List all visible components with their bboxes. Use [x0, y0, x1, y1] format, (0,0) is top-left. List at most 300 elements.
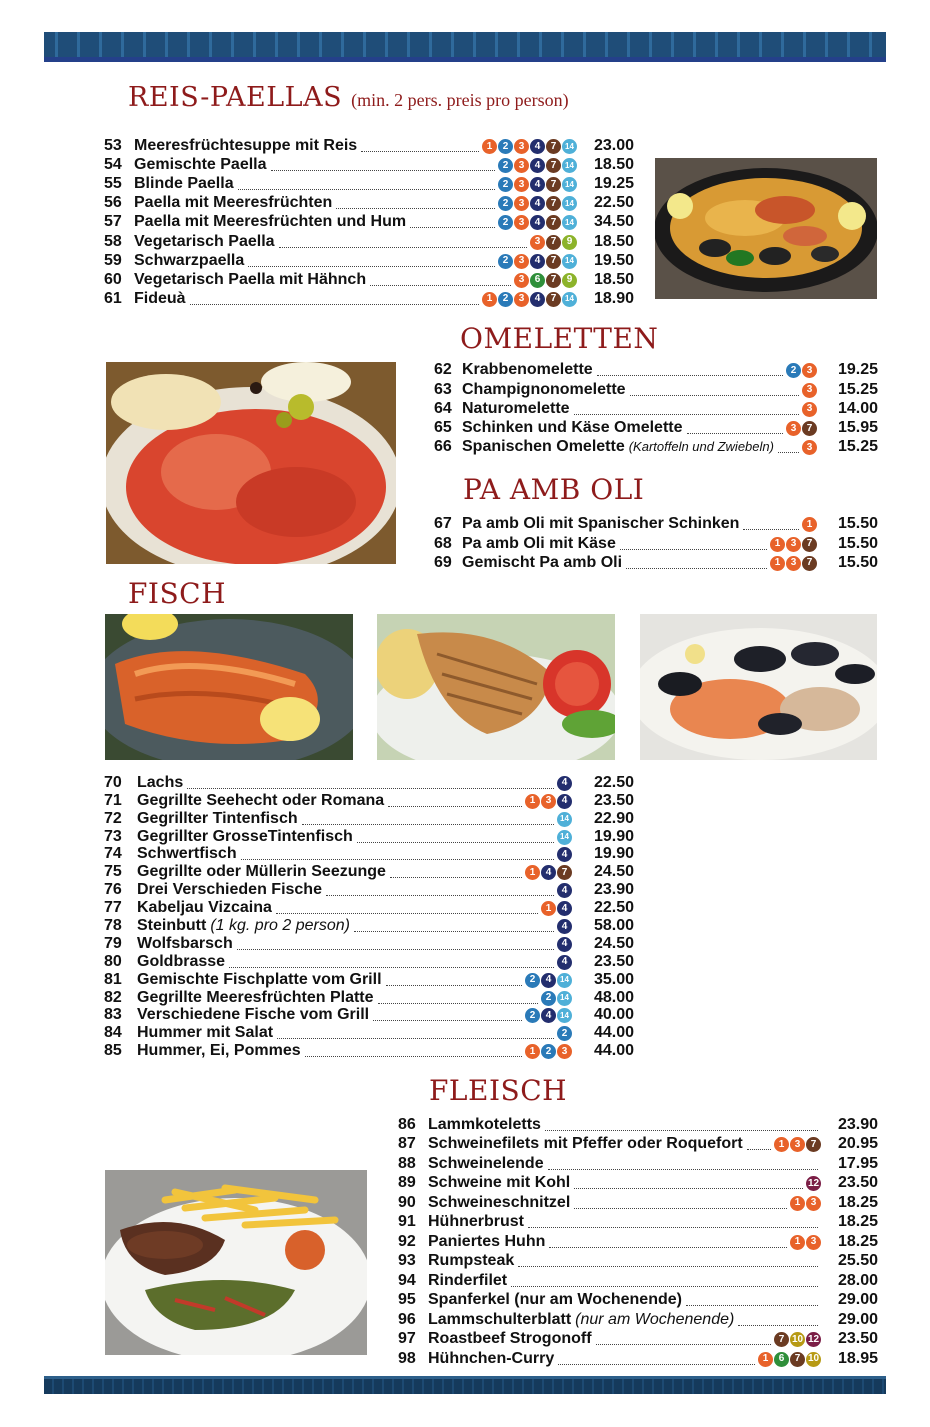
allergen-badge-icon: 4	[530, 177, 545, 192]
allergen-badge-icon: 4	[530, 196, 545, 211]
item-price: 28.00	[837, 1271, 878, 1289]
allergen-badges	[786, 421, 817, 436]
dot-leader	[687, 430, 783, 434]
item-number: 67	[434, 515, 452, 533]
dot-leader	[778, 449, 799, 453]
item-number: 71	[104, 791, 122, 809]
item-price: 20.95	[837, 1135, 878, 1152]
allergen-badges	[514, 273, 577, 288]
allergen-badge-icon: 4	[530, 139, 545, 154]
allergen-badge-icon: 3	[786, 537, 801, 552]
allergen-badge-icon: 2	[525, 973, 540, 988]
dot-leader	[545, 1127, 818, 1131]
paamb-heading: PA AMB OLI	[463, 473, 645, 506]
allergen-badges	[557, 776, 572, 791]
item-price: 22.50	[593, 194, 634, 212]
dot-leader	[354, 928, 554, 932]
item-number: 94	[398, 1271, 416, 1289]
menu-item	[434, 533, 878, 552]
menu-item	[434, 360, 878, 379]
allergen-badge-icon: 14	[557, 991, 572, 1006]
item-name: Schwarzpaella	[134, 251, 245, 269]
item-price: 29.00	[837, 1310, 878, 1328]
allergen-badges	[758, 1352, 821, 1367]
fleisch-heading: FLEISCH	[429, 1074, 568, 1107]
item-price: 15.50	[837, 553, 878, 571]
dot-leader	[279, 244, 527, 248]
grilled-sole-photo	[377, 614, 615, 760]
allergen-badge-icon: 14	[562, 139, 577, 154]
item-price: 18.25	[837, 1193, 878, 1211]
item-name: Krabbenomelette	[462, 361, 593, 379]
item-number: 77	[104, 899, 122, 917]
allergen-badges	[525, 794, 572, 809]
allergen-badges	[482, 292, 577, 307]
item-name: Gegrillte Seehecht oder Romana	[137, 791, 385, 809]
item-price: 25.50	[837, 1252, 878, 1269]
dot-leader	[549, 1244, 787, 1248]
item-price: 19.25	[593, 175, 634, 193]
allergen-badge-icon: 6	[530, 273, 545, 288]
menu-item	[398, 1114, 878, 1134]
item-name: Wolfsbarsch	[137, 934, 233, 952]
item-number: 75	[104, 863, 122, 881]
allergen-badges	[802, 517, 817, 532]
item-number: 72	[104, 809, 122, 827]
item-name: Meeresfrüchtesuppe mit Reis	[134, 137, 358, 155]
item-number: 95	[398, 1291, 416, 1308]
item-name: Lammschulterblatt	[428, 1310, 572, 1328]
dot-leader	[305, 1053, 522, 1057]
item-price: 18.50	[593, 232, 634, 250]
item-name: Drei Verschieden Fische	[137, 881, 322, 899]
item-number: 87	[398, 1135, 416, 1152]
dot-leader	[548, 1166, 818, 1170]
allergen-badge-icon: 1	[525, 865, 540, 880]
item-price: 22.50	[593, 899, 634, 917]
allergen-badge-icon: 3	[802, 383, 817, 398]
item-number: 92	[398, 1232, 416, 1250]
menu-item	[398, 1212, 878, 1232]
item-name: Vegetarisch Paella mit Hähnch	[134, 270, 367, 288]
dot-leader	[574, 411, 799, 415]
item-price: 44.00	[593, 1024, 634, 1042]
dot-leader	[361, 148, 479, 152]
menu-item	[104, 270, 634, 289]
allergen-badges	[525, 1008, 572, 1023]
allergen-badge-icon: 4	[557, 794, 572, 809]
item-number: 74	[104, 845, 122, 863]
item-number: 78	[104, 917, 122, 935]
allergen-badge-icon: 3	[786, 421, 801, 436]
item-number: 55	[104, 175, 122, 193]
item-price: 23.50	[837, 1330, 878, 1347]
dot-leader	[597, 372, 783, 376]
item-name: Spanischen Omelette	[462, 438, 625, 456]
allergen-badge-icon: 4	[530, 158, 545, 173]
dot-leader	[528, 1224, 818, 1228]
menu-item	[104, 193, 634, 212]
item-name: Naturomelette	[462, 399, 570, 417]
dot-leader	[248, 263, 495, 267]
serrano-ham-photo	[106, 362, 396, 564]
item-note: (nur am Wochenende)	[575, 1310, 735, 1328]
item-number: 84	[104, 1024, 122, 1042]
item-price: 18.50	[593, 270, 634, 288]
allergen-badge-icon: 7	[802, 556, 817, 571]
item-price: 23.50	[593, 952, 634, 970]
steak-fries-photo	[105, 1170, 367, 1355]
item-price: 23.90	[593, 881, 634, 899]
menu-item	[104, 774, 634, 792]
menu-item	[398, 1134, 878, 1154]
item-number: 82	[104, 988, 122, 1006]
allergen-badge-icon: 2	[525, 1008, 540, 1023]
allergen-badge-icon: 3	[514, 292, 529, 307]
allergen-badges	[557, 919, 572, 934]
item-price: 23.50	[593, 791, 634, 809]
item-price: 23.00	[593, 137, 634, 155]
menu-item	[398, 1270, 878, 1290]
item-name: Paniertes Huhn	[428, 1232, 546, 1250]
menu-item	[398, 1173, 878, 1193]
item-number: 80	[104, 952, 122, 970]
allergen-badge-icon: 1	[525, 794, 540, 809]
dot-leader	[410, 224, 495, 228]
allergen-badges	[790, 1235, 821, 1250]
allergen-badge-icon: 1	[790, 1196, 805, 1211]
allergen-badges	[786, 363, 817, 378]
allergen-badge-icon: 3	[541, 794, 556, 809]
menu-item	[104, 251, 634, 270]
item-number: 93	[398, 1252, 416, 1269]
allergen-badge-icon: 4	[557, 883, 572, 898]
allergen-badge-icon: 1	[790, 1235, 805, 1250]
dot-leader	[237, 946, 554, 950]
item-name: Spanferkel (nur am Wochenende)	[428, 1291, 682, 1308]
allergen-badge-icon: 2	[498, 139, 513, 154]
item-name: Gegrillter Tintenfisch	[137, 809, 298, 827]
item-price: 19.50	[593, 251, 634, 269]
item-number: 79	[104, 934, 122, 952]
omelet-heading: OMELETTEN	[460, 322, 659, 355]
allergen-badge-icon: 7	[546, 196, 561, 211]
allergen-badge-icon: 2	[498, 215, 513, 230]
menu-item	[104, 846, 634, 864]
item-number: 56	[104, 194, 122, 212]
item-name: Gegrillte Meeresfrüchten Platte	[137, 988, 374, 1006]
item-name: Rumpsteak	[428, 1252, 515, 1269]
allergen-badges	[530, 235, 577, 250]
allergen-badges	[770, 537, 817, 552]
item-name: Lammkoteletts	[428, 1115, 541, 1133]
allergen-badge-icon: 6	[774, 1352, 789, 1367]
item-price: 58.00	[593, 917, 634, 935]
item-note: (1 kg. pro 2 person)	[210, 917, 350, 935]
paella-title: REIS-PAELLAS	[128, 82, 343, 113]
item-name: Blinde Paella	[134, 175, 234, 193]
allergen-badge-icon: 3	[514, 215, 529, 230]
item-price: 15.25	[837, 380, 878, 398]
allergen-badge-icon: 3	[514, 158, 529, 173]
item-number: 83	[104, 1006, 122, 1024]
allergen-badge-icon: 2	[541, 1044, 556, 1059]
menu-item	[104, 1024, 634, 1042]
allergen-badges	[774, 1137, 821, 1152]
item-price: 18.90	[593, 289, 634, 307]
item-price: 40.00	[593, 1006, 634, 1024]
item-name: Lachs	[137, 773, 184, 791]
dot-leader	[271, 167, 495, 171]
allergen-badge-icon: 4	[541, 1008, 556, 1023]
allergen-badge-icon: 7	[546, 273, 561, 288]
item-number: 63	[434, 380, 452, 398]
dot-leader	[336, 205, 495, 209]
allergen-badge-icon: 4	[557, 901, 572, 916]
allergen-badge-icon: 3	[786, 556, 801, 571]
allergen-badges	[774, 1332, 821, 1347]
dot-leader	[229, 964, 554, 968]
menu-item	[398, 1153, 878, 1173]
item-price: 48.00	[593, 988, 634, 1006]
allergen-badge-icon: 10	[790, 1332, 805, 1347]
allergen-badges	[806, 1176, 821, 1191]
item-number: 88	[398, 1154, 416, 1172]
allergen-badges	[557, 847, 572, 862]
item-number: 62	[434, 361, 452, 379]
allergen-badges	[498, 177, 577, 192]
item-name: Goldbrasse	[137, 952, 226, 970]
item-name: Schweine mit Kohl	[428, 1174, 571, 1191]
dot-leader	[277, 1035, 554, 1039]
allergen-badge-icon: 7	[806, 1137, 821, 1152]
allergen-badge-icon: 7	[557, 865, 572, 880]
allergen-badge-icon: 4	[557, 937, 572, 952]
allergen-badge-icon: 14	[557, 812, 572, 827]
item-number: 90	[398, 1193, 416, 1211]
item-name: Pa amb Oli mit Käse	[462, 534, 616, 552]
item-number: 66	[434, 438, 452, 456]
item-number: 69	[434, 553, 452, 571]
dot-leader	[388, 803, 522, 807]
fisch-heading: FISCH	[128, 577, 227, 610]
dot-leader	[747, 1146, 771, 1150]
paamb-list	[434, 514, 878, 572]
item-number: 65	[434, 419, 452, 437]
allergen-badge-icon: 1	[802, 517, 817, 532]
menu-item	[398, 1231, 878, 1251]
allergen-badge-icon: 2	[498, 196, 513, 211]
allergen-badge-icon: 1	[774, 1137, 789, 1152]
dot-leader	[596, 1341, 771, 1345]
item-name: Schwertfisch	[137, 845, 237, 863]
allergen-badge-icon: 4	[541, 865, 556, 880]
allergen-badges	[525, 973, 572, 988]
allergen-badge-icon: 7	[546, 292, 561, 307]
allergen-badge-icon: 14	[562, 215, 577, 230]
allergen-badge-icon: 14	[562, 292, 577, 307]
item-price: 15.95	[837, 419, 878, 437]
allergen-badge-icon: 4	[530, 292, 545, 307]
item-name: Gemischte Fischplatte vom Grill	[137, 970, 382, 988]
item-number: 57	[104, 213, 122, 231]
menu-item	[104, 953, 634, 971]
item-name: Paella mit Meeresfrüchten	[134, 194, 333, 212]
item-price: 19.90	[593, 845, 634, 863]
item-name: Paella mit Meeresfrüchten und Hum	[134, 213, 407, 231]
fisch-list	[104, 774, 634, 1060]
item-price: 23.90	[837, 1115, 878, 1133]
allergen-badge-icon: 1	[770, 556, 785, 571]
menu-item	[104, 792, 634, 810]
allergen-badge-icon: 7	[546, 215, 561, 230]
menu-item	[104, 810, 634, 828]
item-number: 64	[434, 399, 452, 417]
allergen-badge-icon: 7	[546, 254, 561, 269]
allergen-badges	[802, 440, 817, 455]
allergen-badge-icon: 10	[806, 1352, 821, 1367]
allergen-badges	[498, 254, 577, 269]
item-number: 86	[398, 1115, 416, 1133]
allergen-badge-icon: 14	[557, 830, 572, 845]
allergen-badge-icon: 7	[790, 1352, 805, 1367]
allergen-badge-icon: 2	[498, 292, 513, 307]
dot-leader	[626, 565, 767, 569]
allergen-badges	[557, 830, 572, 845]
allergen-badge-icon: 14	[562, 196, 577, 211]
item-number: 91	[398, 1213, 416, 1230]
item-name: Hühnchen-Curry	[428, 1349, 555, 1367]
top-decorative-band	[44, 32, 886, 62]
allergen-badges	[790, 1196, 821, 1211]
dot-leader	[743, 526, 799, 530]
dot-leader	[357, 839, 554, 843]
item-name: Gemischte Paella	[134, 156, 267, 174]
allergen-badge-icon: 3	[802, 402, 817, 417]
allergen-badge-icon: 2	[498, 254, 513, 269]
item-name: Fideuà	[134, 289, 186, 307]
allergen-badge-icon: 2	[498, 158, 513, 173]
menu-item	[104, 899, 634, 917]
item-number: 98	[398, 1349, 416, 1367]
allergen-badge-icon: 3	[802, 440, 817, 455]
item-number: 73	[104, 827, 122, 845]
seafood-platter-photo	[640, 614, 877, 760]
dot-leader	[738, 1322, 818, 1326]
item-price: 35.00	[593, 970, 634, 988]
item-price: 34.50	[593, 213, 634, 231]
omelet-list	[434, 360, 878, 456]
allergen-badge-icon: 3	[514, 254, 529, 269]
allergen-badges	[482, 139, 577, 154]
item-name: Pa amb Oli mit Spanischer Schinken	[462, 515, 740, 533]
item-price: 15.50	[837, 515, 878, 533]
item-name: Schweinelende	[428, 1154, 544, 1172]
allergen-badges	[541, 901, 572, 916]
dot-leader	[190, 301, 479, 305]
menu-item	[104, 971, 634, 989]
item-number: 76	[104, 881, 122, 899]
dot-leader	[386, 982, 522, 986]
allergen-badge-icon: 7	[774, 1332, 789, 1347]
menu-item	[434, 399, 878, 418]
menu-item	[104, 989, 634, 1007]
allergen-badge-icon: 4	[557, 847, 572, 862]
allergen-badge-icon: 1	[525, 1044, 540, 1059]
allergen-badges	[557, 883, 572, 898]
allergen-badge-icon: 7	[546, 139, 561, 154]
grilled-salmon-photo	[105, 614, 353, 760]
item-price: 18.95	[837, 1349, 878, 1367]
menu-item	[104, 1007, 634, 1025]
item-name: Vegetarisch Paella	[134, 232, 275, 250]
allergen-badge-icon: 12	[806, 1176, 821, 1191]
menu-item	[104, 828, 634, 846]
item-name: Hühnerbrust	[428, 1213, 524, 1230]
item-number: 59	[104, 251, 122, 269]
dot-leader	[630, 392, 799, 396]
menu-item	[398, 1290, 878, 1310]
menu-item	[398, 1309, 878, 1329]
dot-leader	[574, 1205, 787, 1209]
item-number: 96	[398, 1310, 416, 1328]
allergen-badge-icon: 2	[786, 363, 801, 378]
menu-item	[104, 935, 634, 953]
allergen-badge-icon: 2	[498, 177, 513, 192]
menu-item	[434, 514, 878, 533]
item-price: 18.25	[837, 1232, 878, 1250]
item-price: 19.90	[593, 827, 634, 845]
item-name: Hummer, Ei, Pommes	[137, 1042, 301, 1060]
allergen-badge-icon: 3	[530, 235, 545, 250]
allergen-badge-icon: 7	[802, 421, 817, 436]
allergen-badge-icon: 7	[546, 235, 561, 250]
allergen-badge-icon: 4	[557, 776, 572, 791]
dot-leader	[302, 821, 554, 825]
allergen-badge-icon: 3	[514, 196, 529, 211]
dot-leader	[378, 1000, 538, 1004]
allergen-badges	[525, 865, 572, 880]
allergen-badge-icon: 1	[482, 139, 497, 154]
allergen-badges	[498, 215, 577, 230]
menu-item	[398, 1192, 878, 1212]
menu-item	[434, 553, 878, 572]
dot-leader	[276, 910, 538, 914]
item-price: 18.50	[593, 156, 634, 174]
menu-item	[104, 136, 634, 155]
allergen-badge-icon: 14	[557, 973, 572, 988]
allergen-badge-icon: 3	[790, 1137, 805, 1152]
allergen-badge-icon: 14	[562, 177, 577, 192]
menu-item	[104, 1042, 634, 1060]
menu-item	[104, 863, 634, 881]
menu-item	[104, 174, 634, 193]
allergen-badge-icon: 4	[530, 254, 545, 269]
item-note: (Kartoffeln und Zwiebeln)	[628, 439, 774, 455]
item-name: Kabeljau Vizcaina	[137, 899, 272, 917]
allergen-badges	[541, 991, 572, 1006]
dot-leader	[518, 1263, 818, 1267]
allergen-badge-icon: 3	[802, 363, 817, 378]
item-number: 60	[104, 270, 122, 288]
allergen-badge-icon: 14	[557, 1008, 572, 1023]
allergen-badges	[557, 812, 572, 827]
allergen-badges	[802, 383, 817, 398]
allergen-badges	[557, 937, 572, 952]
item-price: 18.25	[837, 1213, 878, 1230]
allergen-badges	[498, 196, 577, 211]
menu-item	[104, 155, 634, 174]
